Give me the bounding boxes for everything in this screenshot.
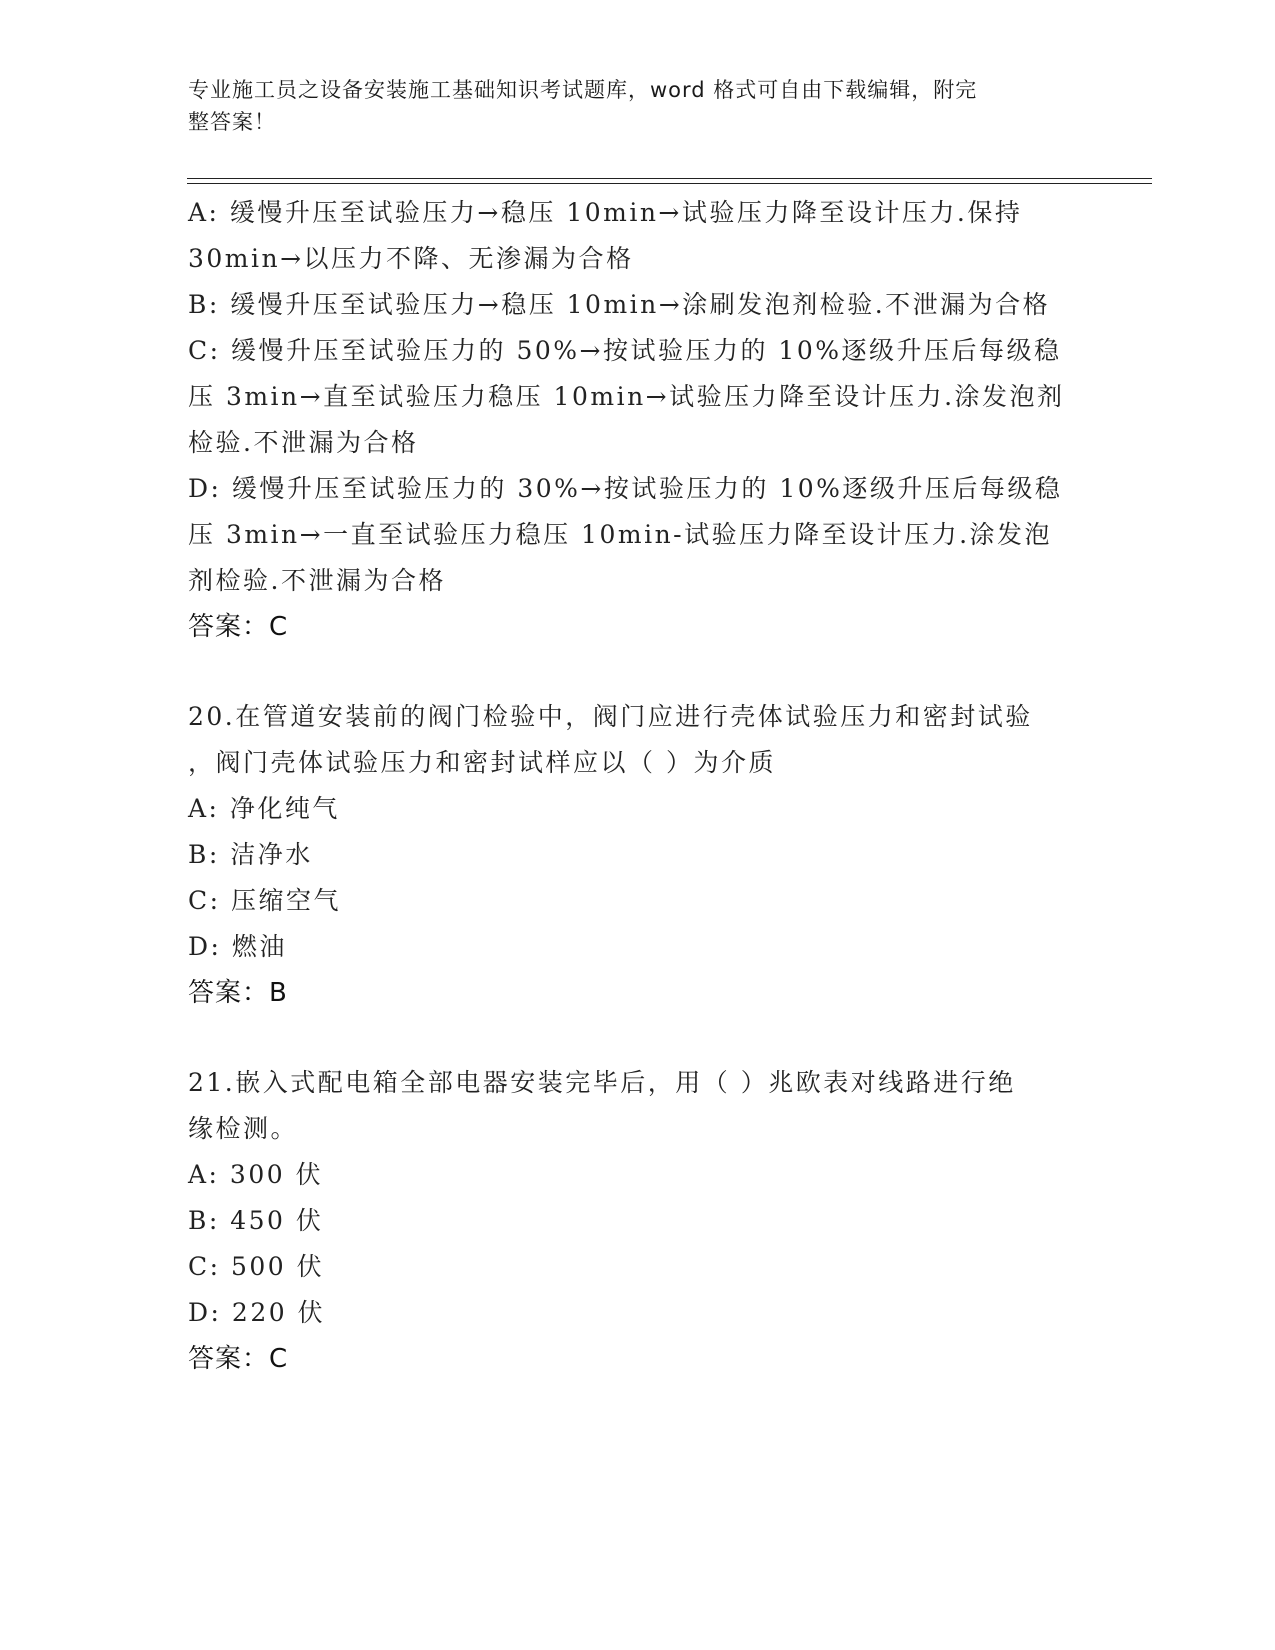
option-c-line: 压 3min→直至试验压力稳压 10min→试验压力降至设计压力.涂发泡剂 [188, 382, 1065, 411]
option-c-line: 检验.不泄漏为合格 [188, 428, 419, 457]
document-header [188, 74, 1068, 138]
option-c: C: 压缩空气 [188, 886, 341, 915]
question-19-block [188, 190, 1088, 650]
question-text: ，阀门壳体试验压力和密封试样应以（ ）为介质 [188, 748, 776, 777]
option-b-line: B: 缓慢升压至试验压力→稳压 10min→涂刷发泡剂检验.不泄漏为合格 [188, 290, 1051, 319]
option-a: A: 净化纯气 [188, 794, 340, 823]
option-d: D: 220 伏 [188, 1298, 326, 1327]
option-c-line: C: 缓慢升压至试验压力的 50%→按试验压力的 10%逐级升压后每级稳 [188, 336, 1062, 365]
header-divider-top [187, 178, 1152, 179]
answer-line: 答案：B [188, 978, 288, 1008]
option-d-line: 压 3min→一直至试验压力稳压 10min-试验压力降至设计压力.涂发泡 [188, 520, 1053, 549]
option-c: C: 500 伏 [188, 1252, 325, 1281]
option-b: B: 450 伏 [188, 1206, 324, 1235]
option-a: A: 300 伏 [188, 1160, 324, 1189]
spacer [188, 650, 1088, 694]
answer-line: 答案：C [188, 612, 289, 642]
option-d-line: 剂检验.不泄漏为合格 [188, 566, 446, 595]
spacer [188, 1016, 1088, 1060]
header-divider-bottom [187, 183, 1152, 184]
option-b: B: 洁净水 [188, 840, 313, 869]
question-21-block [188, 1060, 1088, 1382]
question-content [188, 190, 1088, 1382]
question-text: 20.在管道安装前的阀门检验中，阀门应进行壳体试验压力和密封试验 [188, 702, 1033, 731]
question-text: 缘检测。 [188, 1114, 299, 1143]
header-line: 专业施工员之设备安装施工基础知识考试题库，word 格式可自由下载编辑，附完 [188, 78, 978, 102]
question-20-block [188, 694, 1088, 1016]
header-line: 整答案！ [188, 110, 276, 134]
answer-line: 答案：C [188, 1344, 289, 1374]
option-a-line: 30min→以压力不降、无渗漏为合格 [188, 244, 634, 273]
option-d-line: D: 缓慢升压至试验压力的 30%→按试验压力的 10%逐级升压后每级稳 [188, 474, 1063, 503]
option-d: D: 燃油 [188, 932, 287, 961]
question-text: 21.嵌入式配电箱全部电器安装完毕后，用（ ）兆欧表对线路进行绝 [188, 1068, 1016, 1097]
option-a-line: A: 缓慢升压至试验压力→稳压 10min→试验压力降至设计压力.保持 [188, 198, 1023, 227]
